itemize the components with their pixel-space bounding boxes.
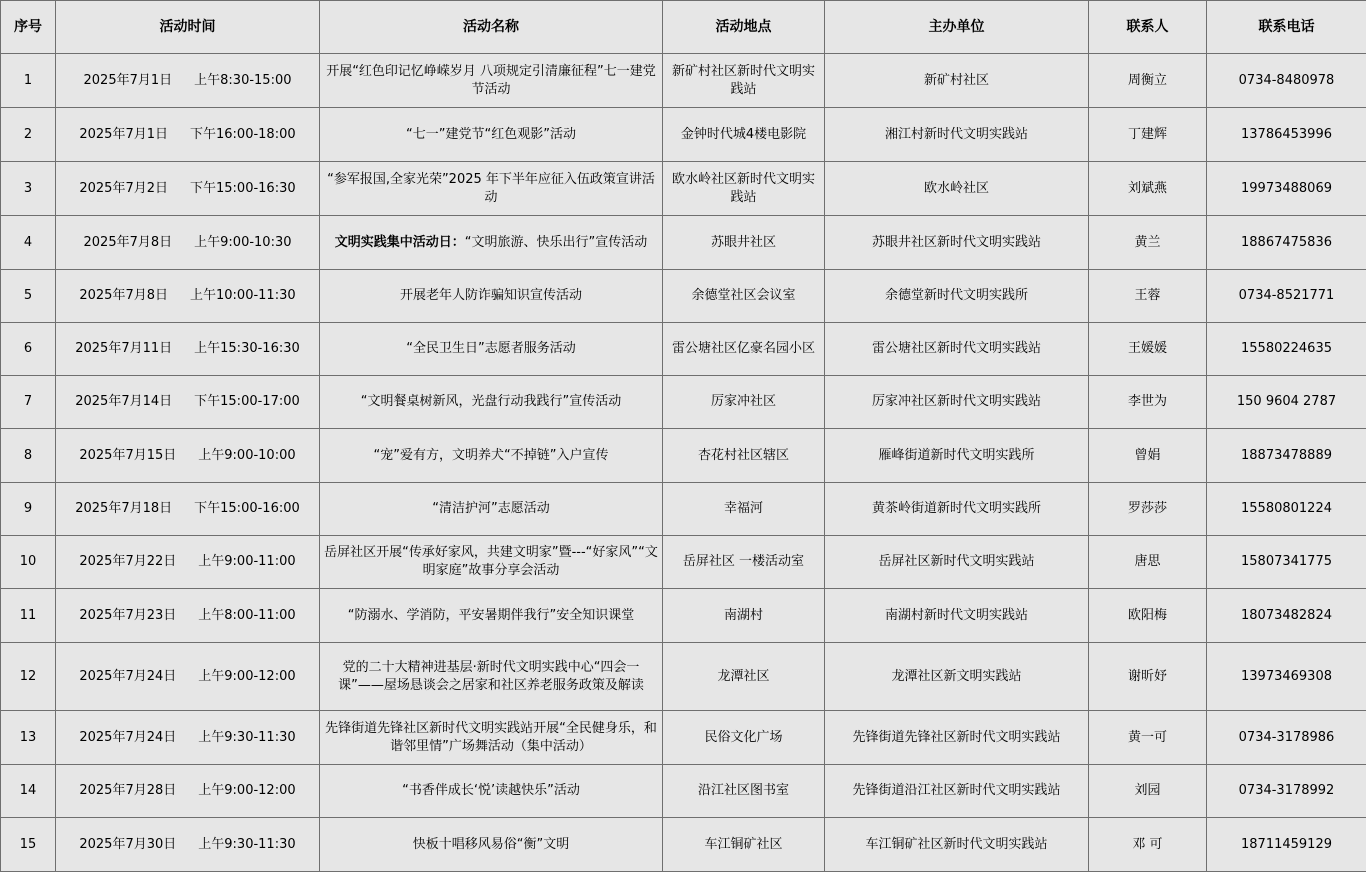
cell-host: 余德堂新时代文明实践所 xyxy=(825,270,1089,323)
cell-phone: 13786453996 xyxy=(1207,108,1366,162)
cell-hours: 上午9:00-12:00 xyxy=(198,668,296,684)
cell-activity-name xyxy=(320,765,663,818)
header-time: 活动时间 xyxy=(56,1,320,54)
cell-date: 2025年7月30日 xyxy=(79,836,177,852)
cell-contact: 王媛媛 xyxy=(1089,323,1207,376)
cell-hours: 上午9:30-11:30 xyxy=(198,729,296,745)
cell-no: 6 xyxy=(1,323,56,376)
cell-contact: 周衡立 xyxy=(1089,54,1207,108)
cell-date: 2025年7月24日 xyxy=(79,668,177,684)
cell-time xyxy=(56,270,320,323)
cell-activity-name-text: “清洁护河”志愿活动 xyxy=(432,501,550,516)
cell-no: 3 xyxy=(1,162,56,216)
cell-time xyxy=(56,589,320,643)
cell-date: 2025年7月8日 xyxy=(79,288,168,303)
cell-hours: 下午15:00-16:30 xyxy=(190,180,296,196)
table-row xyxy=(1,108,1366,162)
cell-activity-name xyxy=(320,376,663,429)
table-body xyxy=(1,54,1366,872)
cell-hours: 上午15:30-16:30 xyxy=(194,341,300,356)
table-row xyxy=(1,818,1366,872)
cell-date: 2025年7月28日 xyxy=(79,783,177,798)
table-row xyxy=(1,536,1366,589)
cell-activity-name-text: “宠”爱有方，文明养犬“不掉链”入户宣传 xyxy=(373,447,609,463)
cell-contact: 刘园 xyxy=(1089,765,1207,818)
table-row xyxy=(1,162,1366,216)
cell-activity-name-text: “文明旅游、快乐出行”宣传活动 xyxy=(464,234,648,250)
cell-host: 南湖村新时代文明实践站 xyxy=(825,589,1089,643)
cell-contact: 丁建辉 xyxy=(1089,108,1207,162)
cell-activity-name xyxy=(320,589,663,643)
cell-host: 龙潭社区新文明实践站 xyxy=(825,643,1089,711)
cell-hours: 下午15:00-17:00 xyxy=(194,394,300,409)
cell-no: 4 xyxy=(1,216,56,270)
cell-place: 苏眼井社区 xyxy=(663,216,825,270)
cell-time xyxy=(56,818,320,872)
cell-activity-name xyxy=(320,270,663,323)
cell-host: 雁峰街道新时代文明实践所 xyxy=(825,429,1089,483)
cell-contact: 刘斌燕 xyxy=(1089,162,1207,216)
header-phone: 联系电话 xyxy=(1207,1,1366,54)
cell-hours: 上午10:00-11:30 xyxy=(190,288,296,303)
cell-activity-name-text: “七一”建党节“红色观影”活动 xyxy=(406,126,576,142)
cell-no: 9 xyxy=(1,483,56,536)
cell-phone: 15580224635 xyxy=(1207,323,1366,376)
cell-time xyxy=(56,108,320,162)
header-place: 活动地点 xyxy=(663,1,825,54)
cell-place: 沿江社区图书室 xyxy=(663,765,825,818)
cell-place: 民俗文化广场 xyxy=(663,711,825,765)
cell-hours: 上午8:30-15:00 xyxy=(194,72,292,88)
cell-date: 2025年7月15日 xyxy=(79,447,177,463)
header-host: 主办单位 xyxy=(825,1,1089,54)
cell-place: 岳屏社区 一楼活动室 xyxy=(663,536,825,589)
cell-time xyxy=(56,765,320,818)
cell-place: 金钟时代城4楼电影院 xyxy=(663,108,825,162)
cell-contact: 曾娟 xyxy=(1089,429,1207,483)
cell-contact: 黄兰 xyxy=(1089,216,1207,270)
cell-date: 2025年7月1日 xyxy=(79,126,168,142)
cell-activity-name-text: 开展老年人防诈骗知识宣传活动 xyxy=(399,288,582,303)
cell-hours: 下午16:00-18:00 xyxy=(190,126,296,142)
cell-activity-name xyxy=(320,483,663,536)
cell-time xyxy=(56,429,320,483)
cell-place: 车江铜矿社区 xyxy=(663,818,825,872)
cell-time xyxy=(56,323,320,376)
cell-phone: 19973488069 xyxy=(1207,162,1366,216)
cell-time xyxy=(56,711,320,765)
cell-no: 15 xyxy=(1,818,56,872)
cell-place: 雷公塘社区亿豪名园小区 xyxy=(663,323,825,376)
cell-no: 8 xyxy=(1,429,56,483)
cell-activity-name-text: 开展“红色印记忆峥嵘岁月 八项规定引清廉征程”七一建党节活动 xyxy=(326,63,656,97)
cell-hours: 上午9:00-11:00 xyxy=(198,554,296,569)
cell-no: 13 xyxy=(1,711,56,765)
cell-activity-name xyxy=(320,216,663,270)
cell-activity-name xyxy=(320,536,663,589)
cell-host: 先锋街道沿江社区新时代文明实践站 xyxy=(825,765,1089,818)
cell-phone: 15580801224 xyxy=(1207,483,1366,536)
cell-no: 5 xyxy=(1,270,56,323)
table-row xyxy=(1,711,1366,765)
cell-hours: 上午9:00-10:30 xyxy=(194,234,292,250)
cell-date: 2025年7月23日 xyxy=(79,607,177,623)
cell-date: 2025年7月14日 xyxy=(75,394,173,409)
cell-place: 新矿村社区新时代文明实践站 xyxy=(663,54,825,108)
cell-hours: 上午9:00-10:00 xyxy=(198,447,296,463)
cell-hours: 下午15:00-16:00 xyxy=(194,501,300,516)
cell-date: 2025年7月22日 xyxy=(79,554,177,569)
cell-phone: 13973469308 xyxy=(1207,643,1366,711)
cell-activity-name xyxy=(320,54,663,108)
table-row xyxy=(1,54,1366,108)
table-row xyxy=(1,216,1366,270)
cell-hours: 上午9:30-11:30 xyxy=(198,836,296,852)
cell-no: 12 xyxy=(1,643,56,711)
cell-time xyxy=(56,216,320,270)
table-row xyxy=(1,589,1366,643)
cell-phone: 18711459129 xyxy=(1207,818,1366,872)
cell-no: 2 xyxy=(1,108,56,162)
cell-contact: 罗莎莎 xyxy=(1089,483,1207,536)
cell-host: 新矿村社区 xyxy=(825,54,1089,108)
cell-no: 14 xyxy=(1,765,56,818)
cell-phone: 18073482824 xyxy=(1207,589,1366,643)
cell-place: 南湖村 xyxy=(663,589,825,643)
cell-activity-name-text: “防溺水、学消防，平安暑期伴我行”安全知识课堂 xyxy=(347,607,635,623)
cell-activity-name-text: 岳屏社区开展“传承好家风，共建文明家”暨---“好家风”“文明家庭”故事分享会活动 xyxy=(324,545,658,578)
cell-no: 10 xyxy=(1,536,56,589)
cell-date: 2025年7月11日 xyxy=(75,341,173,356)
cell-time xyxy=(56,643,320,711)
cell-host: 黄茶岭街道新时代文明实践所 xyxy=(825,483,1089,536)
cell-phone: 15807341775 xyxy=(1207,536,1366,589)
table-row xyxy=(1,765,1366,818)
cell-place: 厉家冲社区 xyxy=(663,376,825,429)
cell-time xyxy=(56,162,320,216)
cell-phone: 18867475836 xyxy=(1207,216,1366,270)
cell-activity-name-text: “全民卫生日”志愿者服务活动 xyxy=(406,341,576,356)
cell-phone: 18873478889 xyxy=(1207,429,1366,483)
cell-no: 7 xyxy=(1,376,56,429)
table-row xyxy=(1,376,1366,429)
cell-activity-name xyxy=(320,323,663,376)
cell-activity-name-text: “参军报国,全家光荣”2025 年下半年应征入伍政策宣讲活动 xyxy=(327,171,655,205)
cell-place: 杏花村社区辖区 xyxy=(663,429,825,483)
table-row xyxy=(1,270,1366,323)
cell-place: 余德堂社区会议室 xyxy=(663,270,825,323)
cell-contact: 黄一可 xyxy=(1089,711,1207,765)
cell-contact: 唐思 xyxy=(1089,536,1207,589)
cell-activity-name-text: “书香伴成长‘悦’读越快乐”活动 xyxy=(402,783,580,798)
cell-phone: 0734-3178986 xyxy=(1207,711,1366,765)
cell-time xyxy=(56,536,320,589)
cell-activity-name xyxy=(320,162,663,216)
cell-no: 1 xyxy=(1,54,56,108)
cell-activity-name xyxy=(320,643,663,711)
cell-host: 苏眼井社区新时代文明实践站 xyxy=(825,216,1089,270)
cell-activity-name xyxy=(320,429,663,483)
cell-hours: 上午9:00-12:00 xyxy=(198,783,296,798)
cell-phone: 0734-8480978 xyxy=(1207,54,1366,108)
cell-activity-name-text: 快板十唱移风易俗“衡”文明 xyxy=(412,836,570,852)
table-row xyxy=(1,429,1366,483)
cell-place: 龙潭社区 xyxy=(663,643,825,711)
cell-host: 厉家冲社区新时代文明实践站 xyxy=(825,376,1089,429)
cell-contact: 邓 可 xyxy=(1089,818,1207,872)
cell-activity-name-text: 先锋街道先锋社区新时代文明实践站开展“全民健身乐，和谐邻里情”广场舞活动（集中活动） xyxy=(325,720,657,754)
cell-phone: 0734-3178992 xyxy=(1207,765,1366,818)
cell-time xyxy=(56,54,320,108)
cell-contact: 欧阳梅 xyxy=(1089,589,1207,643)
cell-host: 湘江村新时代文明实践站 xyxy=(825,108,1089,162)
table-row xyxy=(1,323,1366,376)
cell-date: 2025年7月2日 xyxy=(79,180,168,196)
cell-host: 雷公塘社区新时代文明实践站 xyxy=(825,323,1089,376)
cell-place: 欧水岭社区新时代文明实践站 xyxy=(663,162,825,216)
cell-time xyxy=(56,376,320,429)
cell-host: 欧水岭社区 xyxy=(825,162,1089,216)
cell-date: 2025年7月1日 xyxy=(83,72,173,88)
cell-host: 车江铜矿社区新时代文明实践站 xyxy=(825,818,1089,872)
cell-no: 11 xyxy=(1,589,56,643)
cell-activity-name-text: 党的二十大精神进基层·新时代文明实践中心“四会一课”——屋场恳谈会之居家和社区养老服务政策及解读 xyxy=(338,659,644,693)
cell-date: 2025年7月8日 xyxy=(83,234,173,250)
table-row xyxy=(1,483,1366,536)
header-name: 活动名称 xyxy=(320,1,663,54)
cell-contact: 王蓉 xyxy=(1089,270,1207,323)
cell-phone: 150 9604 2787 xyxy=(1207,376,1366,429)
cell-activity-name xyxy=(320,818,663,872)
cell-date: 2025年7月24日 xyxy=(79,729,177,745)
cell-host: 先锋街道先锋社区新时代文明实践站 xyxy=(825,711,1089,765)
cell-activity-name-text: “文明餐桌树新风，光盘行动我践行”宣传活动 xyxy=(360,394,622,409)
cell-activity-name xyxy=(320,108,663,162)
header-contact: 联系人 xyxy=(1089,1,1207,54)
cell-activity-name xyxy=(320,711,663,765)
cell-hours: 上午8:00-11:00 xyxy=(198,607,296,623)
cell-contact: 谢昕妤 xyxy=(1089,643,1207,711)
table-row xyxy=(1,643,1366,711)
cell-contact: 李世为 xyxy=(1089,376,1207,429)
table-header-row xyxy=(1,1,1366,54)
header-no: 序号 xyxy=(1,1,56,54)
cell-place: 幸福河 xyxy=(663,483,825,536)
cell-date: 2025年7月18日 xyxy=(75,501,173,516)
cell-host: 岳屏社区新时代文明实践站 xyxy=(825,536,1089,589)
cell-time xyxy=(56,483,320,536)
cell-activity-name-bold: 文明实践集中活动日： xyxy=(334,234,465,250)
cell-phone: 0734-8521771 xyxy=(1207,270,1366,323)
